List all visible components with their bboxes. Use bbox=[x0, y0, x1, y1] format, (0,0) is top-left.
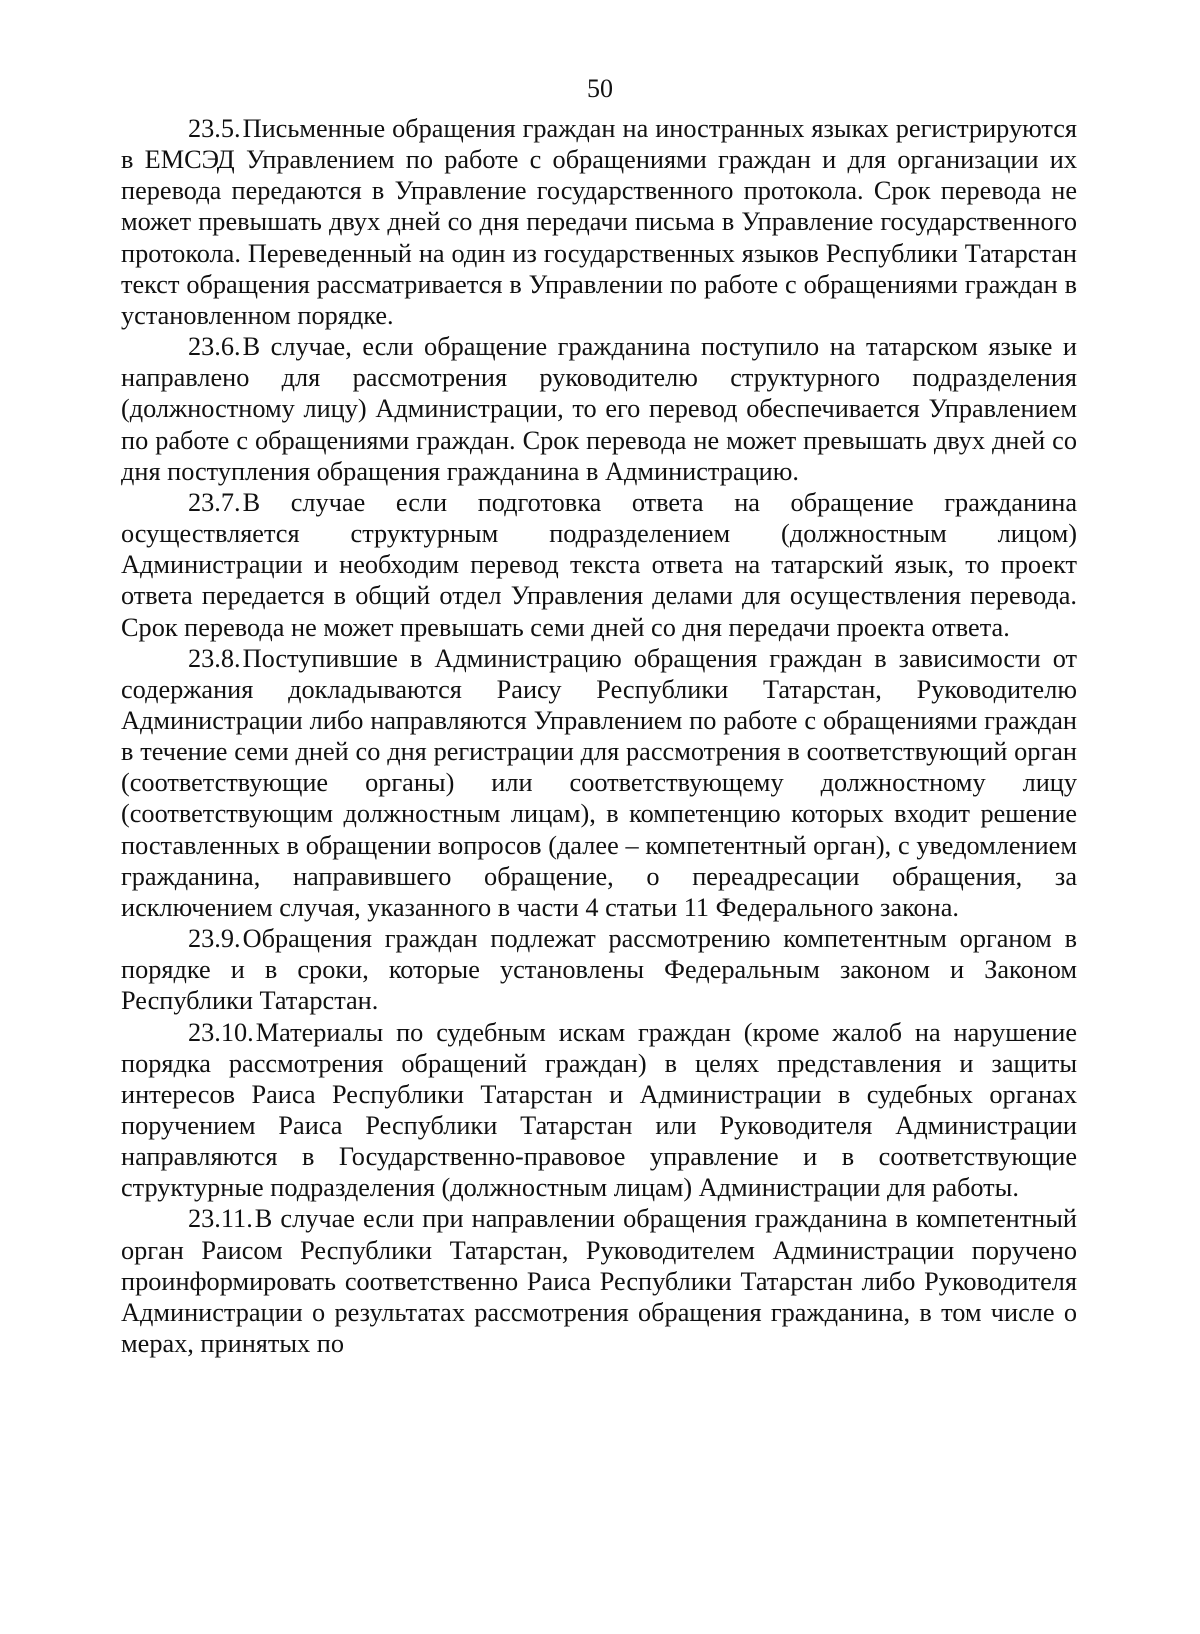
paragraph-text: Обращения граждан подлежат рассмотрению компетентным органом в порядке и в сроки, которые установлены Федеральным законом и Законом Республики Татарстан. bbox=[121, 924, 1077, 1016]
document-body bbox=[121, 113, 1077, 1359]
paragraph-number: 23.5. bbox=[188, 114, 241, 143]
paragraph-23-11 bbox=[121, 1203, 1077, 1359]
paragraph-number: 23.9. bbox=[188, 924, 241, 954]
paragraph-23-7 bbox=[121, 487, 1077, 643]
paragraph-text: В случае если подготовка ответа на обращение гражданина осуществляется структурным подразделением (должностным лицом) Администрации и необходим перевод текста ответа на татарский язык, то проект ответа передается в общий отдел Управления делами для осуществления перевода. Срок перевода не может превышать семи дней со дня передачи проекта ответа. bbox=[121, 487, 1077, 642]
paragraph-text: Письменные обращения граждан на иностранных языках регистрируются в ЕМСЭД Управлением по работе с обращениями граждан и для организации их перевода передаются в Управление государственного протокола. Срок перевода не может превышать двух дней со дня передачи письма в Управление государственного протокола. Переведенный на один из государственных языков Республики Татарстан текст обращения рассматривается в Управлении по работе с обращениями граждан в установленном порядке. bbox=[121, 114, 1077, 330]
paragraph-23-9 bbox=[121, 923, 1077, 1016]
paragraph-23-8 bbox=[121, 643, 1077, 923]
paragraph-23-5 bbox=[121, 113, 1077, 331]
paragraph-text: Поступившие в Администрацию обращения граждан в зависимости от содержания докладываются Раису Республики Татарстан, Руководителю Администрации либо направляются Управлением по работе с обращениями граждан в течение семи дней со дня регистрации для рассмотрения в соответствующий орган (соответствующие органы) или соответствующему должностному лицу (соответствующим должностным лицам), в компетенцию которых входит решение поставленных в обращении вопросов (далее – компетентный орган), с уведомлением гражданина, направившего обращение, о переадресации обращения, за исключением случая, указанного в части 4 статьи 11 Федерального закона. bbox=[121, 643, 1077, 922]
paragraph-text: В случае если при направлении обращения гражданина в компетентный орган Раисом Республики Татарстан, Руководителем Администрации поручено проинформировать соответственно Раиса Республики Татарстан либо Руководителя Администрации о результатах рассмотрения обращения гражданина, в том числе о мерах, принятых по bbox=[121, 1204, 1077, 1359]
paragraph-number: 23.10. bbox=[188, 1017, 254, 1047]
paragraph-text: Материалы по судебным искам граждан (кроме жалоб на нарушение порядка рассмотрения обращений граждан) в целях представления и защиты интересов Раиса Республики Татарстан и Администрации в судебных органах поручением Раиса Республики Татарстан или Руководителя Администрации направляются в Государственно-правовое управление и в соответствующие структурные подразделения (должностным лицам) Администрации для работы. bbox=[121, 1017, 1077, 1203]
paragraph-number: 23.6. bbox=[188, 332, 241, 362]
page-number: 50 bbox=[587, 74, 613, 103]
paragraph-text: В случае, если обращение гражданина поступило на татарском языке и направлено для рассмотрения руководителю структурного подразделения (должностному лицу) Администрации, то его перевод обеспечивается Управлением по работе с обращениями граждан. Срок перевода не может превышать двух дней со дня поступления обращения гражданина в Администрацию. bbox=[121, 332, 1077, 486]
paragraph-number: 23.8. bbox=[188, 643, 241, 673]
paragraph-23-10 bbox=[121, 1017, 1077, 1204]
paragraph-23-6 bbox=[121, 331, 1077, 487]
paragraph-number: 23.11. bbox=[188, 1204, 253, 1234]
paragraph-number: 23.7. bbox=[188, 487, 241, 517]
